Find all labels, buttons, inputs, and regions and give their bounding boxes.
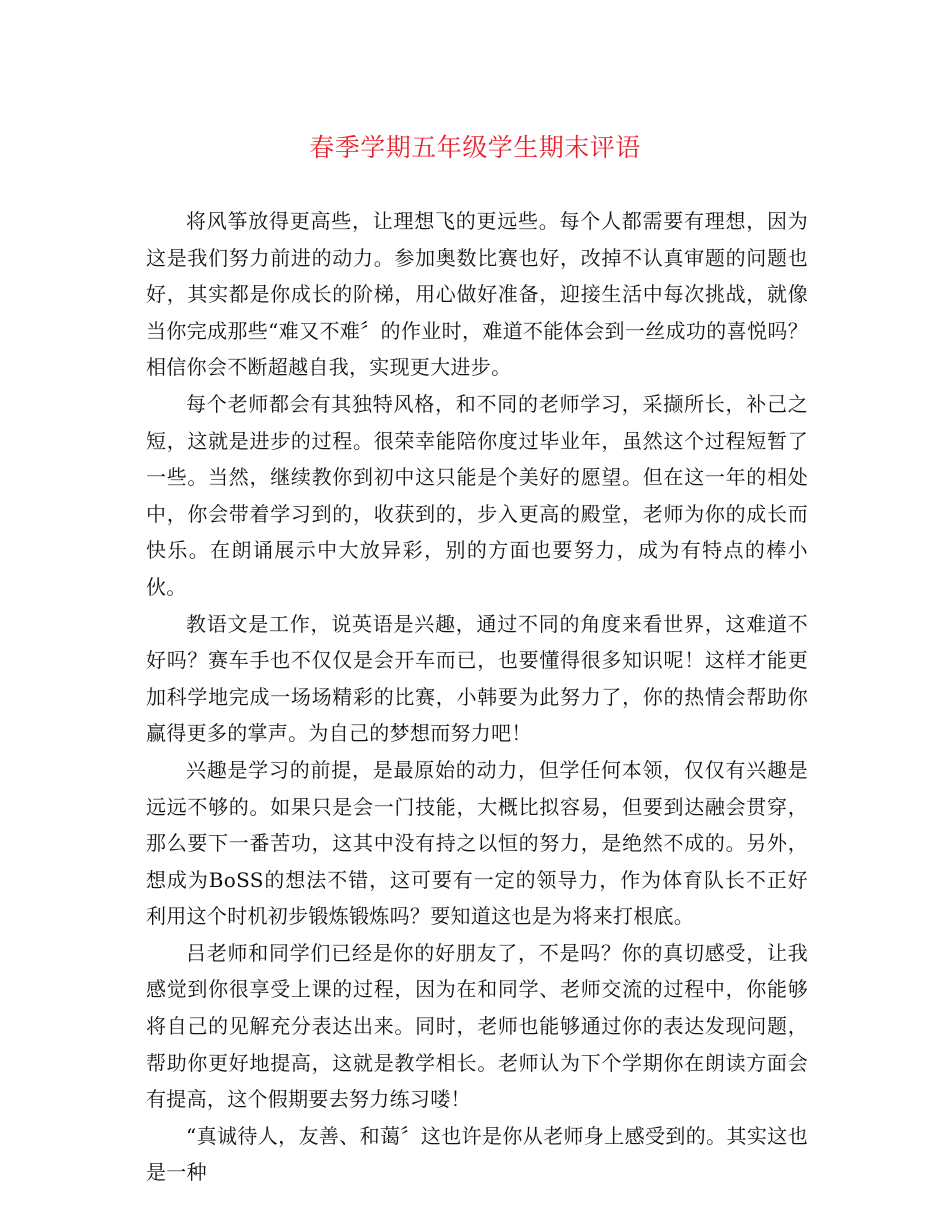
document-title: 春季学期五年级学生期末评语 — [309, 133, 641, 162]
paragraph-6: “真诚待人，友善、和蔼〞这也许是你从老师身上感受到的。其实这也是一种 — [146, 1123, 808, 1185]
paragraph-1: 将风筝放得更高些，让理想飞的更远些。每个人都需要有理想，因为这是我们努力前进的动力。参加奥数比赛也好，改掉不认真审题的问题也好，其实都是你成长的阶梯，用心做好准备，迎接生活中每次挑战，就像当你完成那些“难又不难〞的作业时，难道不能体会到一丝成功的喜悦吗？相信你会不断超越自我，实现更大进步。 — [146, 209, 808, 380]
paragraph-5: 吕老师和同学们已经是你的好朋友了，不是吗？你的真切感受，让我感觉到你很享受上课的过程，因为在和同学、老师交流的过程中，你能够将自己的见解充分表达出来。同时，老师也能够通过你的表达发现问题，帮助你更好地提高，这就是教学相长。老师认为下个学期你在朗读方面会有提高，这个假期要去努力练习喽！ — [146, 940, 808, 1112]
paragraph-4: 兴趣是学习的前提，是最原始的动力，但学任何本领，仅仅有兴趣是远远不够的。如果只是会一门技能，大概比拟容易，但要到达融会贯穿，那么要下一番苦功，这其中没有持之以恒的努力，是绝然不成的。另外，想成为BoSS的想法不错，这可要有一定的领导力，作为体育队长不正好利用这个时机初步锻炼锻炼吗？要知道这也是为将来打根底。 — [146, 757, 808, 929]
paragraph-3: 教语文是工作，说英语是兴趣，通过不同的角度来看世界，这难道不好吗？赛车手也不仅仅是会开车而已，也要懂得很多知识呢！这样才能更加科学地完成一场场精彩的比赛，小韩要为此努力了，你的热情会帮助你赢得更多的掌声。为自己的梦想而努力吧！ — [146, 611, 808, 746]
paragraph-2: 每个老师都会有其独特风格，和不同的老师学习，采撷所长，补己之短，这就是进步的过程。很荣幸能陪你度过毕业年，虽然这个过程短暂了一些。当然，继续教你到初中这只能是个美好的愿望。但在这一年的相处中，你会带着学习到的，收获到的，步入更高的殿堂，老师为你的成长而快乐。在朗诵展示中大放异彩，别的方面也要努力，成为有特点的棒小伙。 — [146, 391, 808, 599]
document-body — [146, 203, 808, 1191]
